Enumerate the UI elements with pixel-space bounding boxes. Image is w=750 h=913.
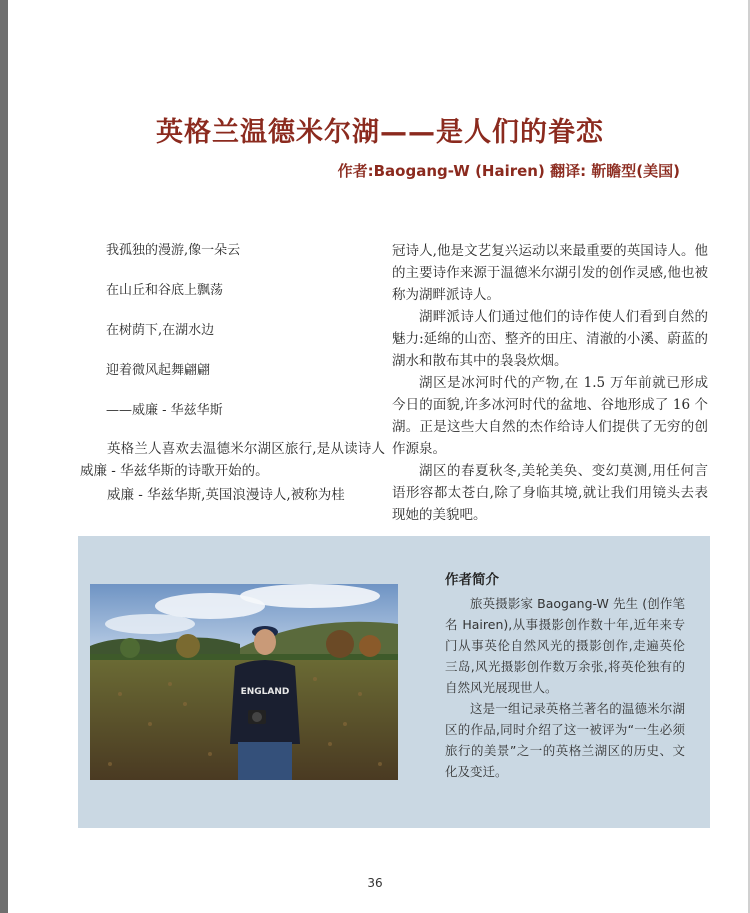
author-bio-box	[78, 536, 710, 828]
page-number: 36	[367, 876, 383, 890]
page-edge-bar	[0, 0, 8, 913]
left-column	[80, 240, 385, 506]
article-byline: 作者:Baogang-W (Hairen) 翻译: 靳瞻型(美国)	[337, 162, 680, 180]
body-paragraph: 威廉 - 华兹华斯,英国浪漫诗人,被称为桂	[107, 487, 345, 503]
body-paragraph: 冠诗人,他是文艺复兴运动以来最重要的英国诗人。他的主要诗作来源于温德米尔湖引发的创作灵感,他也被称为湖畔派诗人。	[392, 243, 708, 303]
poem-line: 在树荫下,在湖水边	[106, 323, 215, 338]
poem-line: 在山丘和谷底上飘荡	[106, 283, 224, 298]
body-paragraph: 英格兰人喜欢去温德米尔湖区旅行,是从读诗人威廉 - 华兹华斯的诗歌开始的。	[80, 441, 385, 479]
body-paragraph: 湖区的春夏秋冬,美轮美奂、变幻莫测,用任何言语形容都太苍白,除了身临其境,就让我们用镜头去表现她的美貌吧。	[392, 463, 708, 523]
body-paragraph: 湖畔派诗人们通过他们的诗作使人们看到自然的魅力:延绵的山峦、整齐的田庄、清澈的小溪、蔚蓝的湖水和散布其中的袅袅炊烟。	[392, 309, 708, 369]
poem	[80, 240, 385, 436]
poem-line: 我孤独的漫游,像一朵云	[106, 243, 241, 258]
body-paragraph: 湖区是冰河时代的产物,在 1.5 万年前就已形成今日的面貌,许多冰河时代的盆地、谷地形成了 16 个湖。正是这些大自然的杰作给诗人们提供了无穷的创作源泉。	[392, 375, 708, 457]
author-bio-paragraph: 旅英摄影家 Baogang-W 先生 (创作笔名 Hairen),从事摄影创作数十年,近年来专门从事英伦自然风光的摄影创作,走遍英伦三岛,风光摄影创作数万余张,将英伦独有的自然风光展现世人。	[445, 596, 685, 695]
author-bio-paragraph: 这是一组记录英格兰著名的温德米尔湖区的作品,同时介绍了这一被评为“一生必须旅行的美景”之一的英格兰湖区的历史、文化及变迁。	[445, 701, 685, 779]
author-bio-heading: 作者简介	[445, 572, 499, 588]
article-title: 英格兰温德米尔湖——是人们的眷恋	[156, 117, 604, 149]
author-bio-text	[445, 570, 685, 782]
poem-attribution: ——威廉 - 华兹华斯	[106, 403, 223, 418]
shirt-text: ENGLAND	[240, 687, 290, 697]
poem-line: 迎着微风起舞翩翩	[106, 363, 211, 378]
author-photo-image	[90, 584, 398, 780]
author-photo	[90, 584, 398, 780]
right-column	[392, 240, 708, 526]
